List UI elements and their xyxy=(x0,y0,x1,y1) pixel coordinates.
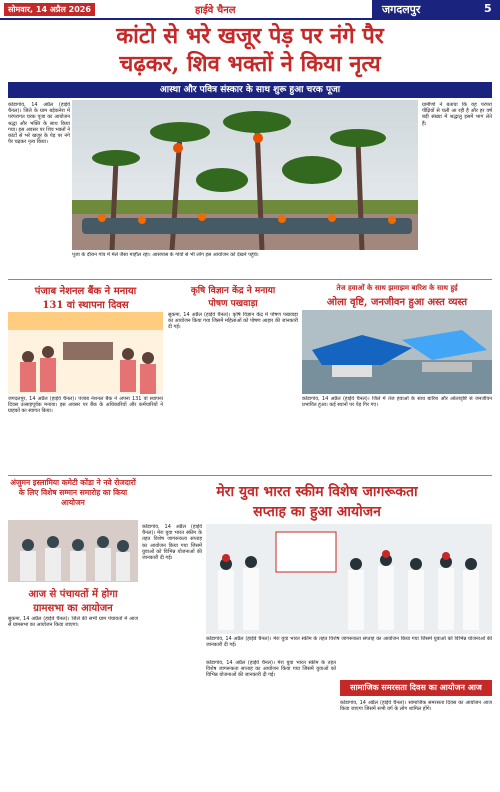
page-number: 5 xyxy=(484,2,492,15)
youth-headline-1: मेरा युवा भारत स्कीम विशेष जागरूकता xyxy=(216,484,418,500)
krishi-text: सुकमा, 14 अप्रैल (हाईवे चैनल)। कृषि विज्ञान केंद्र में पोषण पखवाड़ा का आयोजन किया गया जिसमें महिलाओं को पोषण आहार की जानकारी दी गई। xyxy=(168,312,298,331)
anjuman-photo xyxy=(8,520,138,582)
main-headline-1: कांटो से भरे खजूर पेड़ पर नंगे पैर xyxy=(116,23,384,49)
paper-name: हाईवे चैनल xyxy=(195,5,236,16)
masthead xyxy=(0,0,500,20)
pnb-headline-2: 131 वां स्थापना दिवस xyxy=(42,300,129,311)
storm-photo xyxy=(302,310,492,394)
main-column-left: कोंडागांव, 14 अप्रैल (हाईवे चैनल)। जिले के ग्राम बड़ेकनेरा में परंपरागत चरक पूजा का आयोजन श्रद्धा और भक्ति के साथ किया गया। इस अवसर पर शिव भक्तों ने कांटों से भरे खजूर के पेड़ पर नंगे पैर चढ़कर नृत्य किया। xyxy=(8,102,70,146)
main-headline-2: चढ़कर, शिव भक्तों ने किया नृत्य xyxy=(119,51,381,77)
panchayat-text: सुकमा, 14 अप्रैल (हाईवे चैनल)। जिले की सभी ग्राम पंचायतों में आज से ग्रामसभा का आयोजन किया जाएगा। xyxy=(8,616,138,629)
pnb-text: जगदलपुर, 14 अप्रैल (हाईवे चैनल)। पंजाब नेशनल बैंक ने अपना 131 वां स्थापना दिवस उत्साहपूर्वक मनाया। इस अवसर पर बैंक के अधिकारियों और कर्मचारियों ने ग्राहकों का स्वागत किया। xyxy=(8,396,163,415)
youth-text-bottom: कोंडागांव, 14 अप्रैल (हाईवे चैनल)। मेरा युवा भारत स्कीम के तहत विशेष जागरूकता सप्ताह का आयोजन किया गया जिसमें युवाओं को विभिन्न योजनाओं की जानकारी दी गई। xyxy=(206,636,492,649)
panchayat-headline-2: ग्रामसभा का आयोजन xyxy=(33,603,113,614)
bank-photo xyxy=(8,312,163,394)
main-column-bottom: पूजा के दौरान गांव में मेले जैसा माहौल रहा। आसपास के गांवों से भी लोग इस आयोजन को देखने पहुंचे। xyxy=(72,252,259,258)
krishi-headline-1: कृषि विज्ञान केंद्र ने मनाया xyxy=(190,286,276,296)
storm-text: कोंडागांव, 14 अप्रैल (हाईवे चैनल)। जिले में तेज हवाओं के साथ बारिश और ओलावृष्टि से जनजीवन प्रभावित हुआ। कई स्थानों पर पेड़ गिर गए। xyxy=(302,396,492,409)
anjuman-headline: अंजुमन इस्लामिया कमेटी कोंडा ने नवे रोजदारों के लिए विशेष सम्मान समारोह का किया आयोजन xyxy=(10,478,136,507)
main-strip: आस्था और पवित्र संस्कार के साथ शुरू हुआ चरक पूजा xyxy=(8,82,492,98)
storm-headline-1: तेज हवाओं के साथ झमाझम बारिश के साथ हुई xyxy=(336,283,458,292)
divider-2 xyxy=(8,475,492,476)
samrasta-text: कोंडागांव, 14 अप्रैल (हाईवे चैनल)। सामाजिक समरसता दिवस का आयोजन आज किया जाएगा जिसमें सभी वर्ग के लोग शामिल होंगे। xyxy=(340,700,492,713)
youth-photo xyxy=(206,524,492,634)
youth-text: कोंडागांव, 14 अप्रैल (हाईवे चैनल)। मेरा युवा भारत स्कीम के तहत विशेष जागरूकता सप्ताह का आयोजन किया गया जिसमें युवाओं को विभिन्न योजनाओं की जानकारी दी गई। xyxy=(142,524,202,562)
krishi-headline-2: पोषण पखवाड़ा xyxy=(208,299,258,309)
panchayat-headline-1: आज से पंचायतों में होगा xyxy=(28,589,118,600)
city-name: जगदलपुर xyxy=(382,3,421,16)
youth-headline-2: सप्ताह का हुआ आयोजन xyxy=(253,504,381,520)
divider xyxy=(8,279,492,280)
samrasta-headline: सामाजिक समरसता दिवस का आयोजन आज xyxy=(340,680,492,696)
temple-photo xyxy=(72,100,418,250)
city-block xyxy=(372,0,500,18)
middle-text: कोंडागांव, 14 अप्रैल (हाईवे चैनल)। मेरा युवा भारत स्कीम के तहत विशेष जागरूकता सप्ताह का आयोजन किया गया जिसमें युवाओं को विभिन्न योजनाओं की जानकारी दी गई। xyxy=(206,660,336,679)
storm-headline-2: ओला वृष्टि, जनजीवन हुआ अस्त व्यस्त xyxy=(326,297,468,308)
main-column-right: ग्रामीणों ने बताया कि यह परंपरा पीढ़ियों से चली आ रही है और हर वर्ष बड़ी संख्या में श्रद्धालु इसमें भाग लेते हैं। xyxy=(422,102,492,127)
pnb-headline-1: पंजाब नेशनल बैंक ने मनाया xyxy=(34,286,137,297)
masthead-date: सोमवार, 14 अप्रैल 2026 xyxy=(4,3,95,16)
